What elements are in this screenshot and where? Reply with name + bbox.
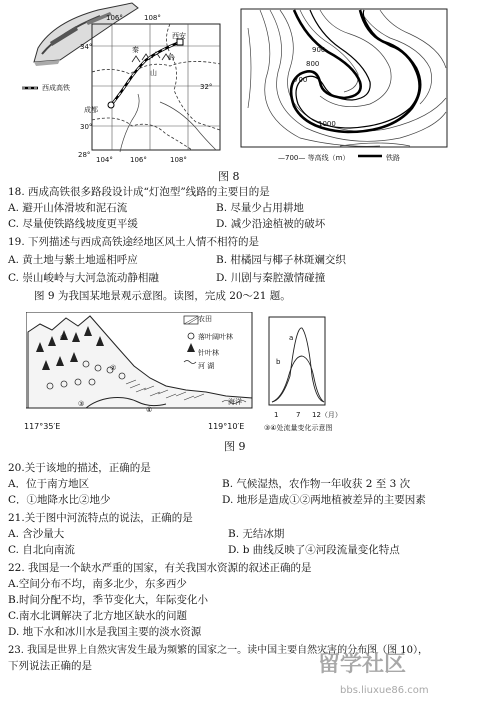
q19-stem: 19. 下列描述与西成高铁途经地区风土人情不相符的是	[8, 236, 260, 248]
q18-option-a: A. 避开山体滑坡和泥石流	[8, 202, 128, 214]
q21-option-b: B. 无结冰期	[228, 528, 285, 540]
marker-2: ②	[110, 364, 117, 372]
contour-label-1000: 1000	[318, 120, 336, 128]
figure-9-intro: 图 9 为我国某地景观示意图。读图，完成 20～21 题。	[34, 290, 291, 302]
legend-deciduous: 落叶阔叶林	[198, 333, 233, 341]
q21-stem: 21.关于图中河流特点的说法，正确的是	[8, 512, 193, 524]
q21-option-c: C. 自北向南流	[8, 544, 75, 556]
figure-8-caption: 图 8	[218, 170, 240, 183]
lat-label-34: 34°	[80, 43, 93, 51]
legend-farmland: 农田	[198, 315, 212, 323]
contour-railway-loop	[291, 10, 420, 132]
q18-option-d: D. 减少沿途植被的破坏	[216, 218, 326, 230]
q19-option-d: D. 川剧与秦腔激情碰撞	[216, 272, 326, 284]
contour-label-700: 700	[294, 76, 308, 84]
q22-option-a: A.空间分布不均，南多北少，东多西少	[8, 578, 187, 590]
lon-label-top-108: 108°	[144, 14, 161, 22]
lon-left: 117°35′E	[24, 422, 61, 431]
q21-option-a: A. 含沙量大	[8, 528, 65, 540]
q19-option-c: C. 崇山峻岭与大河急流动静相融	[8, 272, 159, 284]
place-ling: 岭	[168, 54, 175, 62]
marker-4: ④	[146, 406, 153, 414]
watermark-url: bbs.liuxue86.com	[340, 685, 429, 696]
legend-contour: —700— 等高线（m）	[278, 154, 350, 162]
q20-option-b: B. 气候湿热，农作物一年收获 2 至 3 次	[222, 478, 411, 490]
q20-option-c: C．①地降水比②地少	[8, 494, 111, 506]
sea-label: 海洋	[228, 398, 242, 406]
figure-9-caption: 图 9	[224, 440, 246, 453]
place-shan: 山	[150, 69, 157, 77]
lon-right: 119°10′E	[208, 422, 245, 431]
q18-stem: 18. 西成高铁很多路段设计成“灯泡型”线路的主要目的是	[8, 186, 270, 198]
legend-river-lake: 河 湖	[198, 362, 215, 370]
curve-b-label: b	[276, 358, 281, 366]
q22-option-c: C.南水北调解决了北方地区缺水的问题	[8, 610, 187, 622]
q20-option-a: A．位于南方地区	[8, 478, 90, 490]
q22-option-b: B.时间分配不均，季节变化大，年际变化小	[8, 594, 209, 606]
x-tick-1: 1	[274, 411, 279, 419]
contour-label-900: 900	[312, 46, 326, 54]
curve-a-label: a	[289, 334, 294, 342]
q23-line2: 下列说法正确的是	[8, 660, 92, 672]
marker-3: ③	[78, 400, 85, 408]
x-tick-7: 7	[296, 411, 301, 419]
lat-label-32: 32°	[200, 83, 213, 91]
q22-option-d: D. 地下水和冰川水是我国主要的淡水资源	[8, 626, 202, 638]
place-qin: 秦	[132, 46, 139, 54]
q23-stem: 23. 我国是世界上自然灾害发生最为频繁的国家之一。读中国主要自然灾害的分布图（图 10），	[8, 645, 428, 656]
q20-stem: 20.关于该地的描述，正确的是	[8, 462, 151, 474]
q20-option-d: D. 地形是造成①②两地植被差异的主要因素	[222, 494, 426, 506]
legend-rail: 铁路	[386, 154, 400, 162]
watermark-logo-text: 留学社区	[318, 652, 407, 677]
place-xian: 西安	[172, 32, 186, 40]
marker-1: ①	[60, 334, 67, 342]
place-chengdu: 成都	[84, 106, 98, 114]
chengdu-city-marker	[108, 102, 114, 108]
lon-label-bottom-104: 104°	[96, 156, 113, 164]
lon-label-bottom-106: 106°	[130, 156, 147, 164]
landscape-svg	[26, 312, 256, 420]
lon-label-bottom-108: 108°	[170, 156, 187, 164]
contour-map-svg	[240, 8, 450, 160]
contour-label-800: 800	[306, 60, 320, 68]
legend-xicheng-railway: 西成高铁	[42, 84, 70, 92]
q18-option-b: B. 尽量少占用耕地	[216, 202, 304, 214]
lat-label-28: 28°	[78, 151, 91, 159]
x-tick-12: 12（月）	[312, 411, 342, 419]
lon-label-top-106: 106°	[106, 14, 123, 22]
q21-option-d: D. b 曲线反映了④河段流量变化特点	[228, 544, 400, 556]
figure-8-right-contour-map	[240, 8, 450, 160]
legend-conifer: 针叶林	[198, 349, 219, 357]
q18-option-c: C. 尽量使铁路线坡度更平缓	[8, 218, 138, 230]
lat-label-30: 30°	[80, 123, 93, 131]
flow-graph-caption: ③④处流量变化示意图	[264, 424, 333, 432]
q19-option-a: A. 黄土地与紫土地遥相呼应	[8, 254, 138, 266]
q19-option-b: B. 柑橘园与椰子林斑斓交织	[216, 254, 346, 266]
figure-9-landscape	[26, 312, 256, 420]
q22-stem: 22. 我国是一个缺水严重的国家，有关我国水资源的叙述正确的是	[8, 562, 312, 574]
